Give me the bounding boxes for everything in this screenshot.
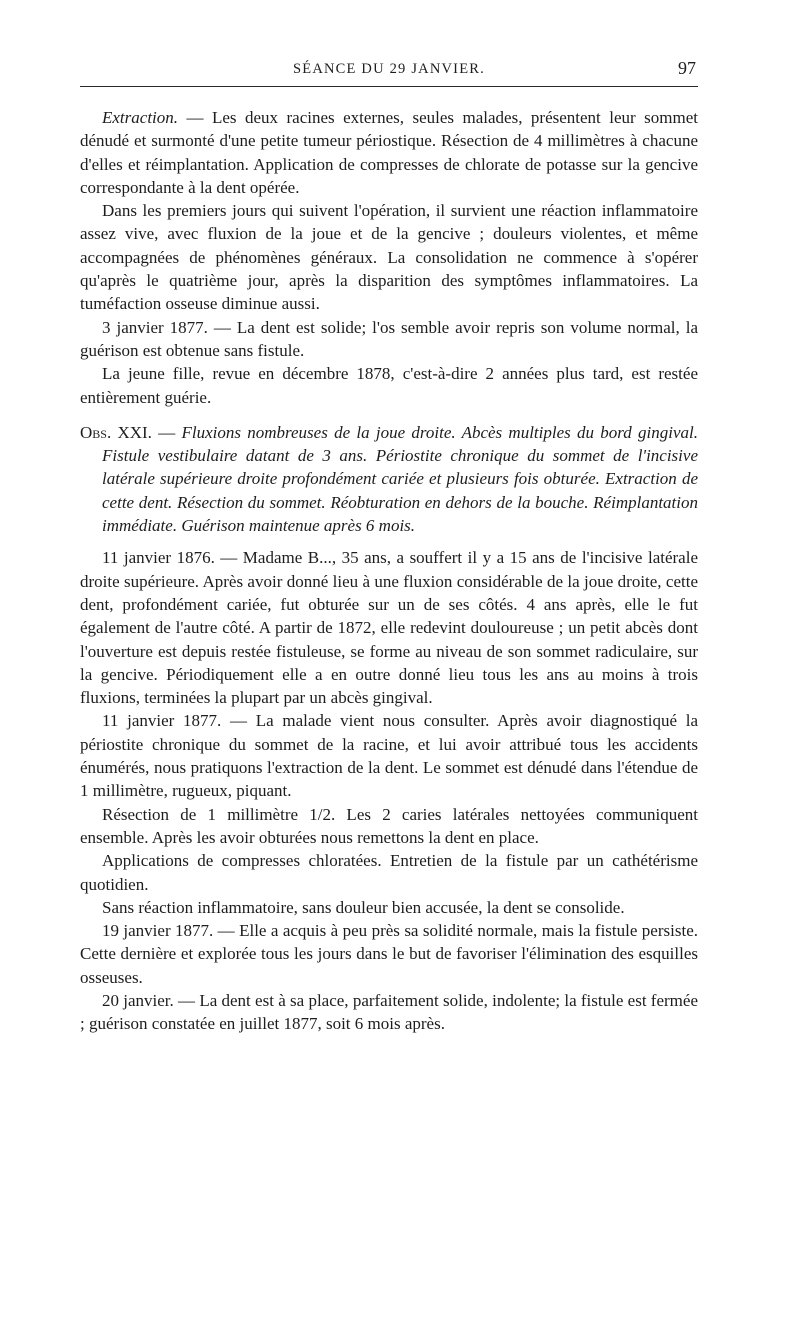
- running-title: SÉANCE DU 29 JANVIER.: [293, 61, 485, 77]
- paragraph: 11 janvier 1876. — Madame B..., 35 ans, a souffert il y a 15 ans de l'incisive latérale droite supérieure. Après avoir donné lieu à une fluxion considérable de la joue droite, cette dent, profondément cariée, fut obturée sur un de ses côtés. 4 ans après, elle le fut également de l'autre côté. A partir de 1872, elle redevint douloureuse ; un petit abcès dont l'ouverture est depuis restée fistuleuse, se forme au niveau de son sommet radiculaire, sur la gencive. Périodiquement elle a en outre donné lieu tous les ans au moins à trois fluxions, terminées la plupart par un abcès gingival.: [80, 548, 698, 708]
- body-text: [80, 106, 698, 1036]
- page-number: 97: [678, 58, 696, 78]
- book-page: [80, 58, 698, 1036]
- observation-heading: [80, 421, 698, 537]
- paragraph: 11 janvier 1877. — La malade vient nous consulter. Après avoir diagnostiqué la périostite chronique du sommet de la racine, et lui avoir attribué tous les accidents énumérés, nous pratiquons l'extraction de la dent. Le sommet est dénudé dans l'étendue de 1 millimètre, rugueux, piquant.: [80, 711, 698, 801]
- observation-title: Fluxions nombreuses de la joue droite. Abcès multiples du bord gingival. Fistule vestibulaire datant de 3 ans. Périostite chronique du sommet de l'incisive latérale supérieure droite profondément cariée et plusieurs fois obturée. Extraction de cette dent. Résection du sommet. Réobturation en dehors de la bouche. Réimplantation immédiate. Guérison maintenue après 6 mois.: [102, 422, 699, 536]
- paragraph: Dans les premiers jours qui suivent l'opération, il survient une réaction inflammatoire assez vive, avec fluxion de la joue et de la gencive ; douleurs violentes, et même accompagnées de phénomènes généraux. La consolidation ne commence à s'opérer qu'après le quatrième jour, après la disparition des symptômes inflammatoires. La tuméfaction osseuse diminue aussi.: [80, 201, 698, 314]
- paragraph: Résection de 1 millimètre 1/2. Les 2 caries latérales nettoyées communiquent ensemble. Après les avoir obturées nous remettons la dent en place.: [80, 804, 698, 847]
- paragraph: 19 janvier 1877. — Elle a acquis à peu près sa solidité normale, mais la fistule persiste. Cette dernière et explorée tous les jours dans le but de favoriser l'élimination des esquilles osseuses.: [80, 921, 698, 987]
- paragraph-lead-extraction: Extraction.: [102, 108, 179, 127]
- observation-separator: —: [151, 422, 182, 442]
- paragraph-extraction: [80, 106, 698, 199]
- paragraph: La jeune fille, revue en décembre 1878, c'est-à-dire 2 années plus tard, est restée entièrement guérie.: [80, 364, 698, 407]
- paragraph: 20 janvier. — La dent est à sa place, parfaitement solide, indolente; la fistule est fermée ; guérison constatée en juillet 1877, soit 6 mois après.: [80, 990, 698, 1034]
- paragraph: 3 janvier 1877. — La dent est solide; l'os semble avoir repris son volume normal, la guérison est obtenue sans fistule.: [80, 317, 698, 360]
- running-header: [80, 58, 698, 87]
- paragraph: Applications de compresses chloratées. Entretien de la fistule par un cathétérisme quotidien.: [80, 851, 698, 894]
- paragraph: Sans réaction inflammatoire, sans douleur bien accusée, la dent se consolide.: [102, 897, 625, 917]
- observation-label: Obs. XXI.: [80, 422, 152, 442]
- paragraph-text: — Les deux racines externes, seules malades, présentent leur sommet dénudé et surmonté d'une petite tumeur périostique. Résection de 4 millimètres à chacune d'elles et réimplantation. Application de compresses de chlorate de potasse sur la gencive correspondante à la dent opérée.: [80, 108, 698, 197]
